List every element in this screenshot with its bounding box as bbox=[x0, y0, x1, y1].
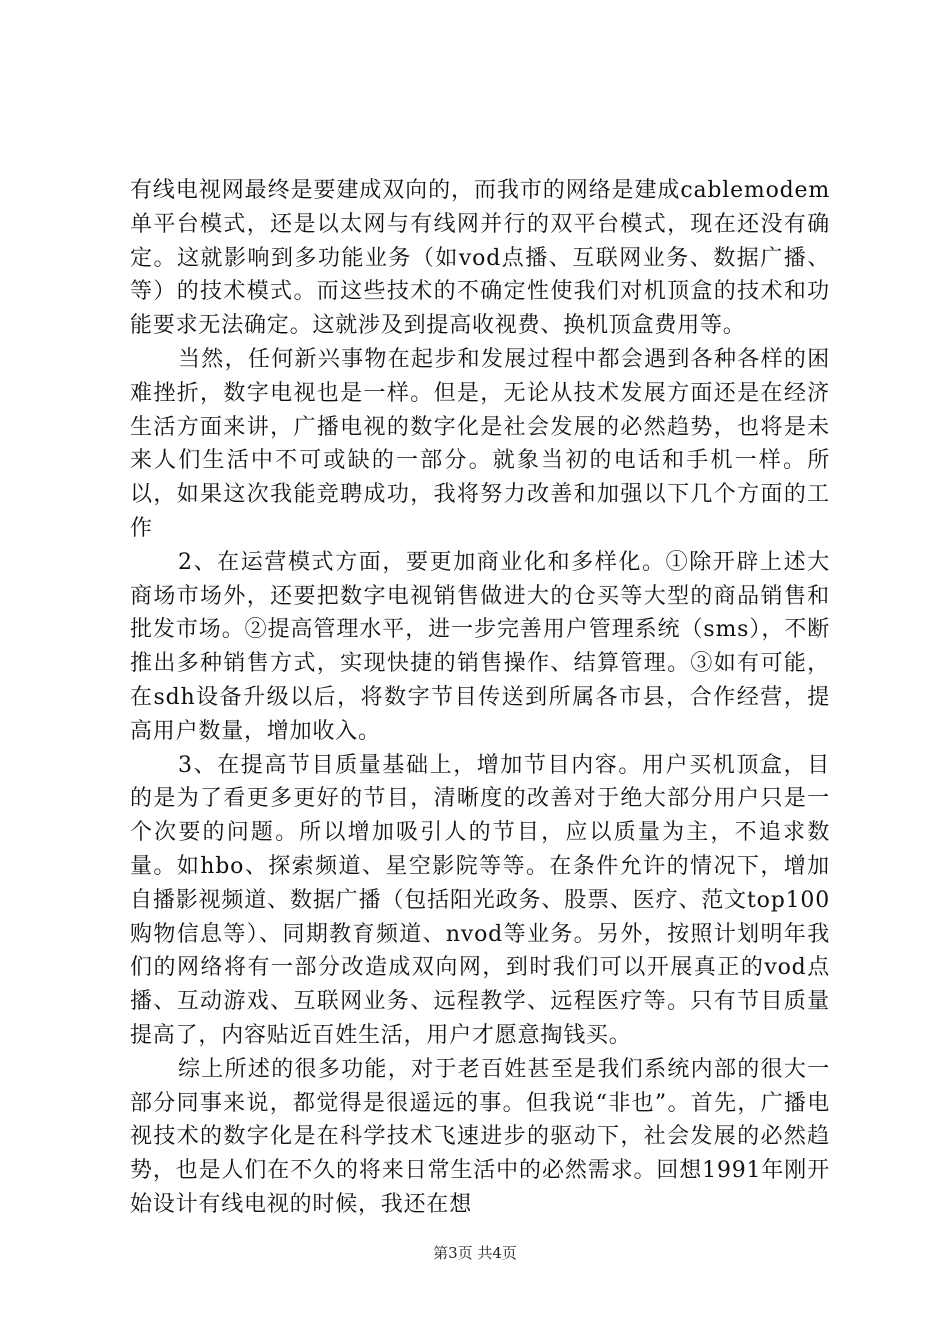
document-body bbox=[130, 174, 830, 1222]
paragraph-5: 综上所述的很多功能，对于老百姓甚至是我们系统内部的很大一部分同事来说，都觉得是很遥远的事。但我说“非也”。首先，广播电视技术的数字化是在科学技术飞速进步的驱动下，社会发展的必然趋势，也是人们在不久的将来日常生活中的必然需求。回想1991年刚开始设计有线电视的时候，我还在想 bbox=[130, 1056, 830, 1217]
paragraph-2: 当然，任何新兴事物在起步和发展过程中都会遇到各种各样的困难挫折，数字电视也是一样。但是，无论从技术发展方面还是在经济生活方面来讲，广播电视的数字化是社会发展的必然趋势，也将是未来人们生活中不可或缺的一部分。就象当初的电话和手机一样。所以，如果这次我能竞聘成功，我将努力改善和加强以下几个方面的工作 bbox=[130, 346, 830, 541]
page-number-footer: 第3页 共4页 bbox=[433, 1244, 517, 1262]
paragraph-3: 2、在运营模式方面，要更加商业化和多样化。①除开辟上述大商场市场外，还要把数字电视销售做进大的仓买等大型的商品销售和批发市场。②提高管理水平，进一步完善用户管理系统（sms），不断推出多种销售方式，实现快捷的销售操作、结算管理。③如有可能，在sdh设备升级以后，将数字节目传送到所属各市县，合作经营，提高用户数量，增加收入。 bbox=[130, 549, 830, 744]
paragraph-4: 3、在提高节目质量基础上，增加节目内容。用户买机顶盒，目的是为了看更多更好的节目，清晰度的改善对于绝大部分用户只是一个次要的问题。所以增加吸引人的节目，应以质量为主，不追求数量。如hbo、探索频道、星空影院等等。在条件允许的情况下，增加自播影视频道、数据广播（包括阳光政务、股票、医疗、范文top100购物信息等）、同期教育频道、nvod等业务。另外，按照计划明年我们的网络将有一部分改造成双向网，到时我们可以开展真正的vod点播、互动游戏、互联网业务、远程教学、远程医疗等。只有节目质量提高了，内容贴近百姓生活，用户才愿意掏钱买。 bbox=[130, 752, 830, 1048]
paragraph-1: 有线电视网最终是要建成双向的，而我市的网络是建成cablemodem单平台模式，还是以太网与有线网并行的双平台模式，现在还没有确定。这就影响到多功能业务（如vod点播、互联网业务、数据广播、等）的技术模式。而这些技术的不确定性使我们对机顶盒的技术和功能要求无法确定。这就涉及到提高收视费、换机顶盒费用等。 bbox=[130, 178, 830, 339]
